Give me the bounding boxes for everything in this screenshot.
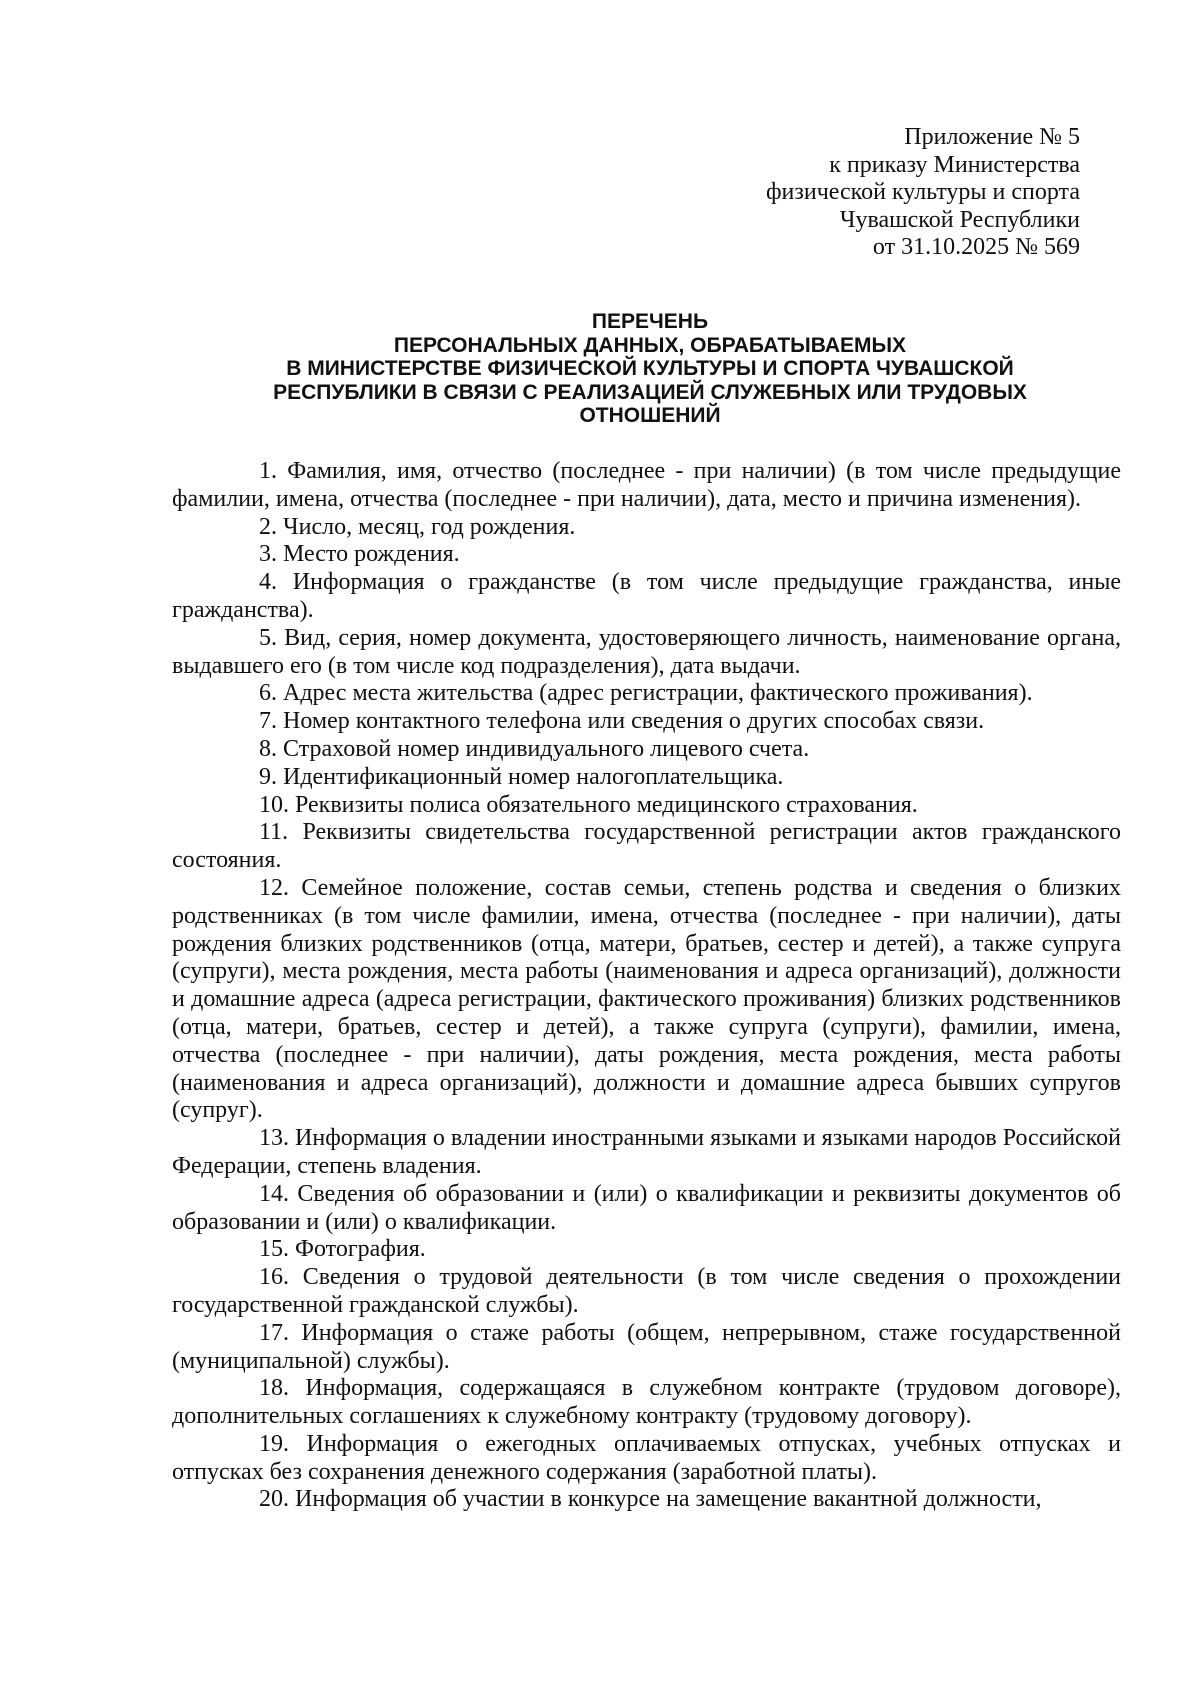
list-item: 14. Сведения об образовании и (или) о квалификации и реквизиты документов об образовании и (или) о квалификации. <box>172 1180 1121 1235</box>
title-line: ОТНОШЕНИЙ <box>579 404 721 427</box>
list-item: 6. Адрес места жительства (адрес регистрации, фактического проживания). <box>259 680 1033 707</box>
list-item: 18. Информация, содержащаяся в служебном контракте (трудовом договоре), дополнительных соглашениях к служебному контракту (трудовому договору). <box>172 1375 1121 1430</box>
appendix-line-republic: Чувашской Республики <box>839 206 1080 233</box>
appendix-header <box>660 124 1080 262</box>
list-item: 17. Информация о стаже работы (общем, непрерывном, стаже государственной (муниципальной) службы). <box>172 1319 1121 1374</box>
document-title <box>175 310 1125 428</box>
list-item: 5. Вид, серия, номер документа, удостоверяющего личность, наименование органа, выдавшего его (в том числе код подразделения), дата выдачи. <box>172 624 1121 679</box>
appendix-line-number: Приложение № 5 <box>904 124 1080 150</box>
title-line: ПЕРСОНАЛЬНЫХ ДАННЫХ, ОБРАБАТЫВАЕМЫХ <box>393 333 907 357</box>
list-item: 11. Реквизиты свидетельства государственной регистрации актов гражданского состояния. <box>172 819 1121 874</box>
list-item: 16. Сведения о трудовой деятельности (в том числе сведения о прохождении государственной гражданской службы). <box>172 1264 1121 1318</box>
personal-data-list <box>172 458 1121 1514</box>
appendix-line-order: к приказу Министерства <box>829 151 1080 178</box>
list-item: 8. Страховой номер индивидуального лицевого счета. <box>259 735 810 762</box>
list-item: 9. Идентификационный номер налогоплательщика. <box>259 763 784 790</box>
list-item: 13. Информация о владении иностранными языками и языками народов Российской Федерации, степень владения. <box>172 1125 1121 1179</box>
list-item: 15. Фотография. <box>259 1236 426 1263</box>
list-item: 1. Фамилия, имя, отчество (последнее - при наличии) (в том числе предыдущие фамилии, имена, отчества (последнее - при наличии), дата, место и причина изменения). <box>172 458 1121 512</box>
appendix-line-ministry: физической культуры и спорта <box>765 179 1080 205</box>
list-item: 20. Информация об участии в конкурсе на замещение вакантной должности, <box>259 1486 1042 1513</box>
list-item: 10. Реквизиты полиса обязательного медицинского страхования. <box>259 791 918 818</box>
title-line: ПЕРЕЧЕНЬ <box>591 310 709 333</box>
list-item: 19. Информация о ежегодных оплачиваемых отпусках, учебных отпусках и отпусках без сохранения денежного содержания (заработной платы). <box>172 1430 1121 1485</box>
title-line: В МИНИСТЕРСТВЕ ФИЗИЧЕСКОЙ КУЛЬТУРЫ И СПОРТА ЧУВАШСКОЙ <box>286 357 1014 380</box>
list-item: 2. Число, месяц, год рождения. <box>259 513 576 540</box>
list-item: 7. Номер контактного телефона или сведения о других способах связи. <box>259 708 985 735</box>
list-item: 4. Информация о гражданстве (в том числе предыдущие гражданства, иные гражданства). <box>172 569 1121 623</box>
appendix-line-date: от 31.10.2025 № 569 <box>872 234 1080 260</box>
list-item: 3. Место рождения. <box>259 541 460 568</box>
title-line: РЕСПУБЛИКИ В СВЯЗИ С РЕАЛИЗАЦИЕЙ СЛУЖЕБНЫХ ИЛИ ТРУДОВЫХ <box>273 380 1027 404</box>
list-item: 12. Семейное положение, состав семьи, степень родства и сведения о близких родственниках (в том числе фамилии, имена, отчества (последнее - при наличии), даты рождения близких родственников (отца, матери, братьев, сестер и детей), а также супруга (супруги), места рождения, места работы (наименования и адреса организаций), должности и домашние адреса (адреса регистрации, фактического проживания) близких родственников (отца, матери, братьев, сестер и детей), а также супруга (супруги), фамилии, имена, отчества (последнее - при наличии), даты рождения, места рождения, места работы (наименования и адреса организаций), должности и домашние адреса бывших супругов (супруг). <box>172 874 1121 1124</box>
